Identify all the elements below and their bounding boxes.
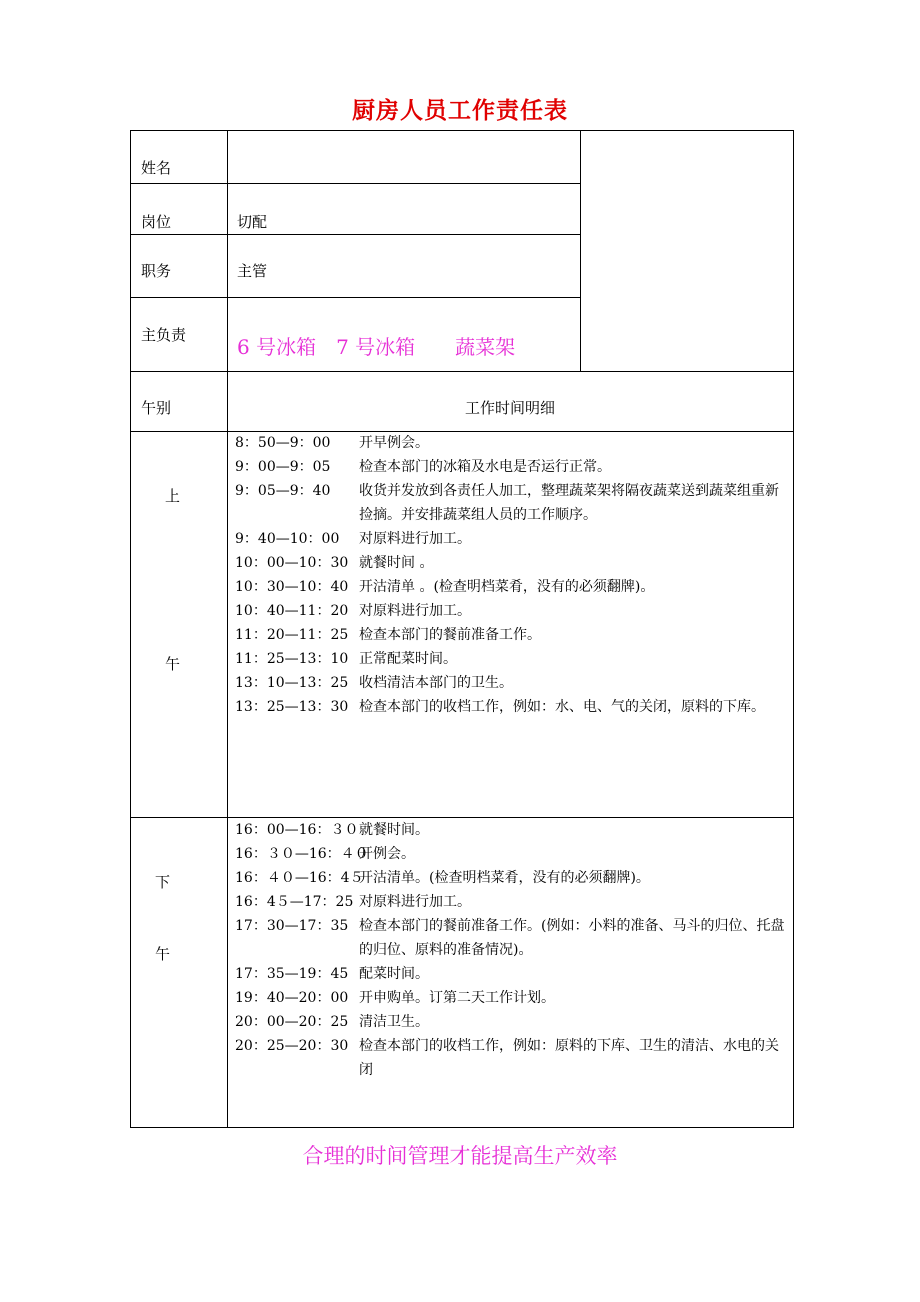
schedule-time: 16：４０—16：4５ (235, 870, 364, 886)
schedule-item (235, 431, 791, 455)
schedule-item (235, 527, 791, 551)
schedule-desc: 检查本部门的收档工作，例如：水、电、气的关闭，原料的下库。 (359, 699, 765, 715)
schedule-item (235, 479, 791, 527)
responsibility-table (130, 130, 794, 1128)
schedule-desc: 对原料进行加工。 (359, 894, 471, 910)
morning-schedule (235, 431, 791, 719)
schedule-item (235, 695, 791, 719)
schedule-item (235, 962, 791, 986)
page-title: 厨房人员工作责任表 (352, 97, 568, 124)
name-label: 姓名 (141, 159, 172, 177)
schedule-desc: 清洁卫生。 (359, 1014, 429, 1030)
schedule-desc: 开例会。 (359, 846, 415, 862)
schedule-item (235, 599, 791, 623)
schedule-desc: 对原料进行加工。 (359, 603, 471, 619)
schedule-desc: 对原料进行加工。 (359, 531, 471, 547)
duty-label: 职务 (141, 262, 172, 280)
schedule-time: 16：00—16：３０ (235, 822, 359, 838)
schedule-time: 8：50—9：00 (235, 435, 331, 451)
duty-value: 主管 (237, 262, 268, 280)
schedule-desc: 就餐时间。 (359, 822, 429, 838)
schedule-item (235, 1010, 791, 1034)
schedule-item (235, 866, 791, 890)
schedule-item (235, 551, 791, 575)
schedule-time: 16：３０—16：４０ (235, 846, 369, 862)
schedule-desc: 正常配菜时间。 (359, 651, 457, 667)
schedule-time: 10：00—10：30 (235, 555, 349, 571)
responsibility-label: 主负责 (141, 326, 187, 344)
morning-period-1: 上 (165, 487, 181, 505)
schedule-time: 20：25—20：30 (235, 1038, 349, 1054)
afternoon-period-1: 下 (155, 873, 171, 891)
schedule-item (235, 671, 791, 695)
schedule-desc: 检查本部门的收档工作，例如：原料的下库、卫生的清洁、水电的关闭 (359, 1038, 779, 1078)
schedule-time: 13：10—13：25 (235, 675, 349, 691)
schedule-time: 9：00—9：05 (235, 459, 331, 475)
schedule-desc: 检查本部门的冰箱及水电是否运行正常。 (359, 459, 611, 475)
schedule-time: 10：40—11：20 (235, 603, 349, 619)
schedule-item (235, 575, 791, 599)
afternoon-schedule (235, 818, 791, 1082)
schedule-time: 16：4５—17：25 (235, 894, 354, 910)
schedule-desc: 收档清洁本部门的卫生。 (359, 675, 513, 691)
schedule-item (235, 818, 791, 842)
schedule-item (235, 842, 791, 866)
schedule-item (235, 647, 791, 671)
schedule-time: 19：40—20：00 (235, 990, 349, 1006)
schedule-time: 13：25—13：30 (235, 699, 349, 715)
schedule-time: 11：20—11：25 (235, 627, 349, 643)
detail-header: 工作时间明细 (464, 399, 555, 417)
schedule-desc: 就餐时间 。 (359, 555, 434, 571)
schedule-desc: 收货并发放到各责任人加工，整理蔬菜架将隔夜蔬菜送到蔬菜组重新捡摘。并安排蔬菜组人员的工作顺序。 (359, 483, 779, 523)
schedule-time: 10：30—10：40 (235, 579, 349, 595)
row-divider-4 (131, 371, 793, 372)
schedule-desc: 开早例会。 (359, 435, 429, 451)
schedule-desc: 检查本部门的餐前准备工作。(例如：小料的准备、马斗的归位、托盘的归位、原料的准备情况)。 (359, 918, 785, 958)
schedule-item (235, 455, 791, 479)
schedule-time: 9：05—9：40 (235, 483, 331, 499)
schedule-desc: 配菜时间。 (359, 966, 429, 982)
schedule-desc: 开申购单。订第二天工作计划。 (359, 990, 555, 1006)
column-divider-photo (580, 131, 581, 371)
schedule-item (235, 1034, 791, 1082)
schedule-desc: 开沽清单。(检查明档菜肴，没有的必须翻牌)。 (359, 870, 650, 886)
footer-slogan: 合理的时间管理才能提高生产效率 (302, 1144, 618, 1168)
schedule-time: 9：40—10：00 (235, 531, 340, 547)
row-divider-2 (131, 234, 581, 235)
schedule-item (235, 986, 791, 1010)
afternoon-period-2: 午 (155, 945, 171, 963)
schedule-item (235, 623, 791, 647)
row-divider-1 (131, 183, 581, 184)
schedule-time: 11：25—13：10 (235, 651, 349, 667)
schedule-desc: 开沽清单 。(检查明档菜肴，没有的必须翻牌)。 (359, 579, 655, 595)
schedule-item (235, 914, 791, 962)
post-label: 岗位 (141, 213, 172, 231)
column-divider-left (227, 131, 228, 1127)
period-header: 午别 (141, 399, 172, 417)
schedule-time: 17：35—19：45 (235, 966, 349, 982)
morning-period-2: 午 (165, 655, 181, 673)
schedule-desc: 检查本部门的餐前准备工作。 (359, 627, 541, 643)
schedule-item (235, 890, 791, 914)
post-value: 切配 (237, 213, 268, 231)
row-divider-3 (131, 297, 581, 298)
schedule-time: 20：00—20：25 (235, 1014, 349, 1030)
schedule-time: 17：30—17：35 (235, 918, 349, 934)
responsibility-value: 6 号冰箱 7 号冰箱 蔬菜架 (237, 335, 516, 359)
